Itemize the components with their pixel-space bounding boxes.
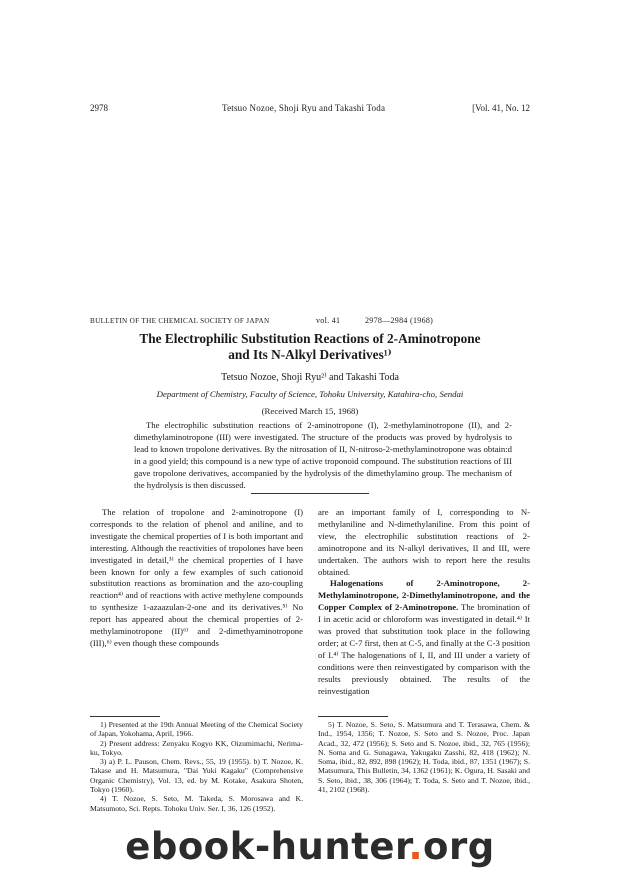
footnote-3: 3) a) P. L. Pauson, Chem. Revs., 55, 19 (1955). b) T. Nozoe, K. Takase and H. Matsumura, "Dai Yuki Kagaku" (Comprehensive Organic Chemistry), Vol. 13, ed. by M. Kotake, Asakura Shoten, Tokyo (1960). (90, 757, 303, 795)
watermark-part1: ebook-hunter (125, 825, 409, 868)
footnote-4: 4) T. Nozoe, S. Seto, M. Takeda, S. Morosawa and K. Matsumoto, Sci. Repts. Tohoku Univ. Ser. I, 36, 126 (1952). (90, 794, 303, 813)
running-header-volume: [Vol. 41, No. 12 (472, 103, 530, 113)
title-line-2: and Its N-Alkyl Derivatives¹⁾ (228, 347, 392, 362)
abstract-divider (251, 493, 369, 494)
journal-pages: 2978—2984 (1968) (365, 316, 434, 325)
abstract (134, 419, 512, 492)
watermark-dot: . (408, 825, 424, 868)
journal-name: BULLETIN OF THE CHEMICAL SOCIETY OF JAPAN (90, 317, 270, 325)
running-header (90, 103, 530, 117)
left-column (90, 507, 303, 650)
intro-continuation: are an important family of I, corresponding to N-methylaniline and N-dimethylaniline. From this point of view, the electrophilic substitution reactions of 2-aminotropone and its N-alkyl derivatives, II and III, were undertaken. The authors wish to report here the results obtained. (318, 507, 530, 577)
watermark (0, 825, 620, 868)
footnotes-right (318, 720, 530, 794)
watermark-part2: org (423, 825, 495, 868)
article-authors: Tetsuo Nozoe, Shoji Ryu²⁾ and Takashi Toda (221, 372, 399, 383)
article-title (90, 331, 530, 363)
footnotes-left (90, 720, 303, 813)
page-number: 2978 (90, 103, 108, 113)
section-heading: Halogenations of 2-Aminotropone, 2-Methylaminotropone, 2-Dimethylaminotropone, and the Copper Complex of 2-Aminotropone. (318, 578, 530, 613)
footnote-divider-left (90, 716, 160, 717)
journal-volume: vol. 41 (316, 316, 341, 325)
section-text: The bromination of I in acetic acid or chloroform was investigated in detail.⁴⁾ It was proved that substitution took place in the following order; at C-7 first, then at C-5, and finally at the C-3 position of I.⁴⁾ The halogenations of I, II, and III under a variety of conditions were then reinvestigated by comparison with the results previously obtained. The results of the reinvestigation (318, 602, 530, 696)
footnote-divider-right (318, 716, 388, 717)
footnote-2: 2) Present address: Zenyaku Kogyo KK, Oizumimachi, Nerima-ku, Tokyo. (90, 738, 303, 757)
intro-paragraph: The relation of tropolone and 2-aminotropone (I) corresponds to the relation of phenol and aniline, and to investigate the chemical properties of I is both important and interesting. Although the reactivities of tropolones have been investigated in detail,³⁾ the chemical properties of I have been known for only a few examples of such cationoid substitution reactions as bromination and the azo-coupling reaction⁴⁾ and of reactions with active methylene compounds to synthesize 1-azaazulan-2-one and its derivatives.⁵⁾ No report has appeared about the chemical properties of 2-methylaminotropone (II)⁶⁾ and 2-dimethyaminotropone (III),⁶⁾ even though these compounds (90, 507, 303, 648)
footnote-5: 5) T. Nozoe, S. Seto, S. Matsumura and T. Terasawa, Chem. & Ind., 1954, 1356; T. Nozoe, S. Seto and S. Nozoe, Proc. Japan Acad., 32, 472 (1956); S. Seto and S. Nozoe, ibid., 32, 765 (1956); N. Soma and G. Sunagawa, Yakugaku Zasshi, 82, 418 (1962); N. Soma, ibid., 82, 892, 898 (1962); H. Toda, ibid., 87, 1351 (1967); S. Matsumura, This Bulletin, 34, 1362 (1961); K. Ogura, H. Sasaki and S. Seto, ibid., 38, 306 (1964); T. Toda, S. Seto and T. Nozoe, ibid., 41, 2102 (1968). (318, 720, 530, 795)
title-line-1: The Electrophilic Substitution Reactions of 2-Aminotropone (139, 331, 481, 346)
running-header-authors: Tetsuo Nozoe, Shoji Ryu and Takashi Toda (222, 103, 386, 113)
affiliation: Department of Chemistry, Faculty of Science, Tohoku University, Katahira-cho, Sendai (156, 389, 464, 399)
footnote-1: 1) Presented at the 19th Annual Meeting of the Chemical Society of Japan, Yokohama, April, 1966. (90, 720, 303, 739)
right-column (318, 507, 530, 698)
abstract-text: The electrophilic substitution reactions of 2-aminotropone (I), 2-methylaminotropone (II), and 2-dimethylaminotropone (III) were investigated. The structure of the products was proved by hydrolysis to lead to known tropolone derivatives. By the nitrosation of II, N-nitroso-2-methylaminotropone was obtain:d in a good yield; this compound is a new type of active troponoid compound. The substitution reactions of III gave tropolone derivatives, accompanied by the hydrolysis of the dimethylamino group. The mechanism of the hydrolysis is then discussed. (134, 420, 512, 491)
received-date: (Received March 15, 1968) (261, 406, 359, 416)
